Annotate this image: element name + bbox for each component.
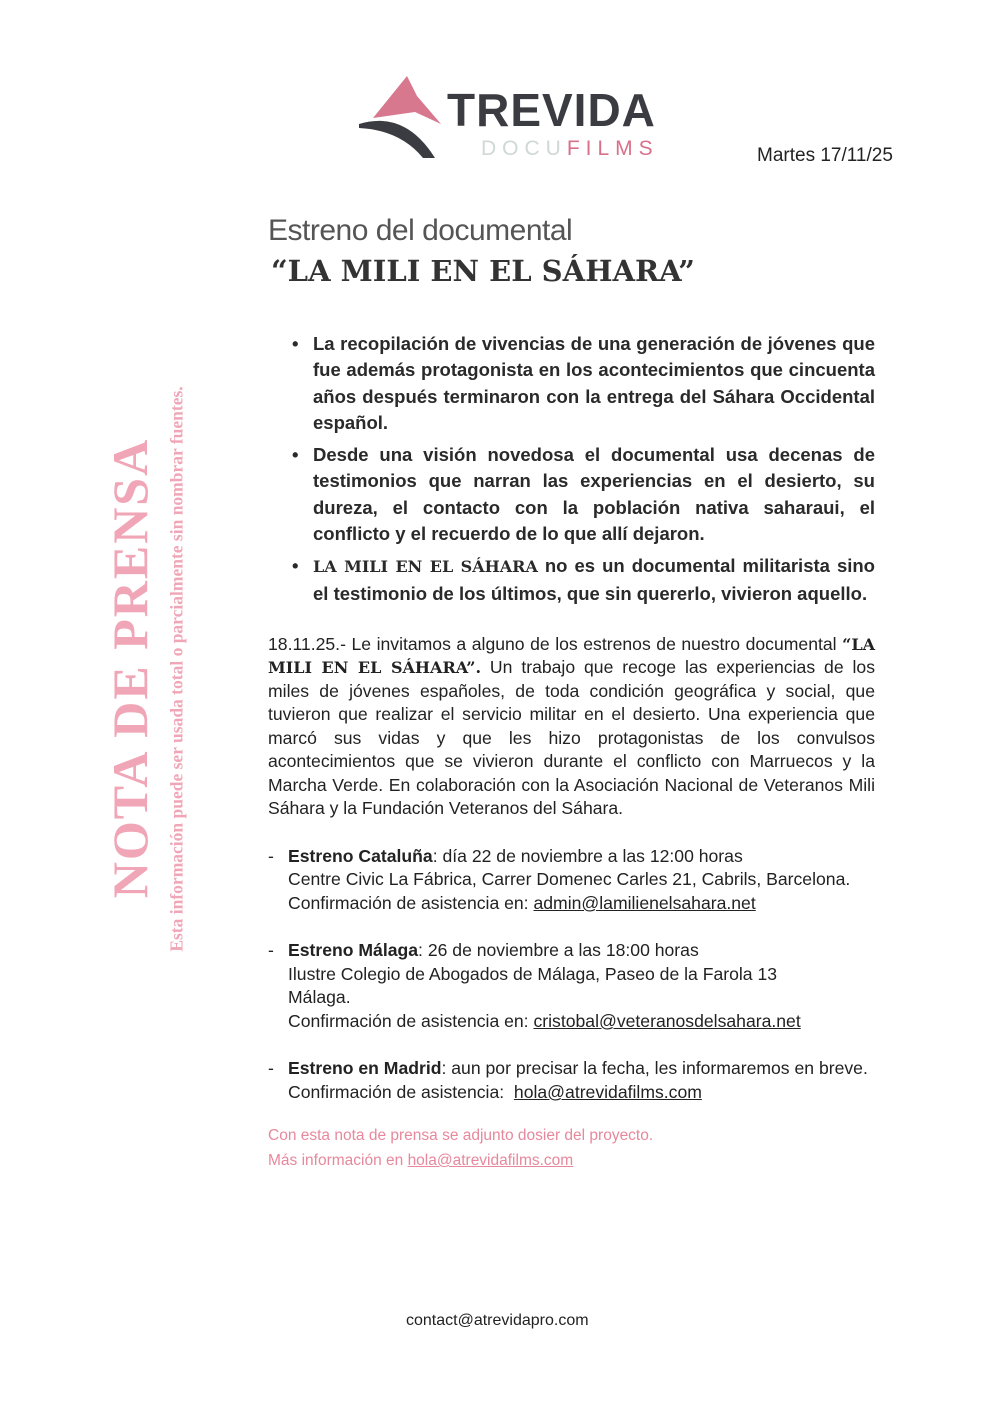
event-madrid: - Estreno en Madrid: aun por precisar la fecha, les informaremos en breve. Confirmación de asistencia: hola@atrevidafilms.com: [268, 1058, 868, 1102]
watermark-heading: NOTA DE PRENSA: [102, 437, 158, 899]
list-item: • La recopilación de vivencias de una generación de jóvenes que fue además protagonista en los acontecimientos que cincuenta años después terminaron con la entrega del Sáhara Occidental español.: [292, 331, 875, 436]
event-malaga: - Estreno Málaga: 26 de noviembre a las 18:00 horas Ilustre Colegio de Abogados de Málaga, Paseo de la Farola 13 Málaga. Confirmación de asistencia en: cristobal@veteranosdelsahara.net: [268, 940, 801, 1031]
info-email-link[interactable]: hola@atrevidafilms.com: [407, 1151, 574, 1169]
event-cataluna: - Estreno Cataluña: día 22 de noviembre a las 12:00 horas Centre Civic La Fábrica, Carrer Domenec Carles 21, Cabrils, Barcelona. Confirmación de asistencia en: admin@lamilienelsahara.net: [268, 845, 851, 913]
main-content: [268, 331, 875, 1173]
atrevida-logo: [355, 72, 665, 164]
email-link[interactable]: cristobal@veteranosdelsahara.net: [533, 1010, 801, 1031]
email-link[interactable]: hola@atrevidafilms.com: [513, 1081, 702, 1102]
body-paragraph: 18.11.25.- Le invitamos a alguno de los estrenos de nuestro documental “LA MILI EN EL SÁHARA”. Un trabajo que recoge las experiencias de los miles de jóvenes españoles, de toda condición geográfica y social, que tuvieron que realizar el servicio militar en el desierto. Una experiencia que marcó sus vidas y que les hizo protagonistas de los convulsos acontecimientos que se vivieron durante el conflicto con Marruecos y la Marcha Verde. En colaboración con la Asociación Nacional de Veteranos Mili Sáhara y la Fundación Veteranos del Sáhara.: [268, 633, 875, 819]
footer-contact: contact@atrevidapro.com: [406, 1312, 589, 1329]
logo-sub-text: DOCUFILMS: [481, 137, 659, 160]
title-line-1: Estreno del documental: [268, 214, 573, 247]
logo-main-text: TREVIDA: [447, 84, 656, 136]
attachment-note: Con esta nota de prensa se adjunto dosier del proyecto. Más información en hola@atrevidafilms.com: [268, 1127, 654, 1169]
title-line-2: “LA MILI EN EL SÁHARA”: [271, 254, 695, 288]
email-link[interactable]: admin@lamilienelsahara.net: [533, 892, 756, 913]
list-item: • Desde una visión novedosa el documental usa decenas de testimonios que narran las experiencias en el desierto, su dureza, el contacto con la población nativa saharaui, el conflicto y el recuerdo de lo que allí dejaron.: [292, 442, 875, 547]
list-item: • LA MILI EN EL SÁHARA no es un documental militarista sino el testimonio de los últimos, que sin quererlo, vivieron aquello.: [292, 553, 875, 607]
highlights-list: [292, 331, 875, 607]
date: Martes 17/11/25: [757, 145, 893, 166]
watermark-notice: Esta información puede ser usada total o parcialmente sin nombrar fuentes.: [166, 386, 187, 952]
